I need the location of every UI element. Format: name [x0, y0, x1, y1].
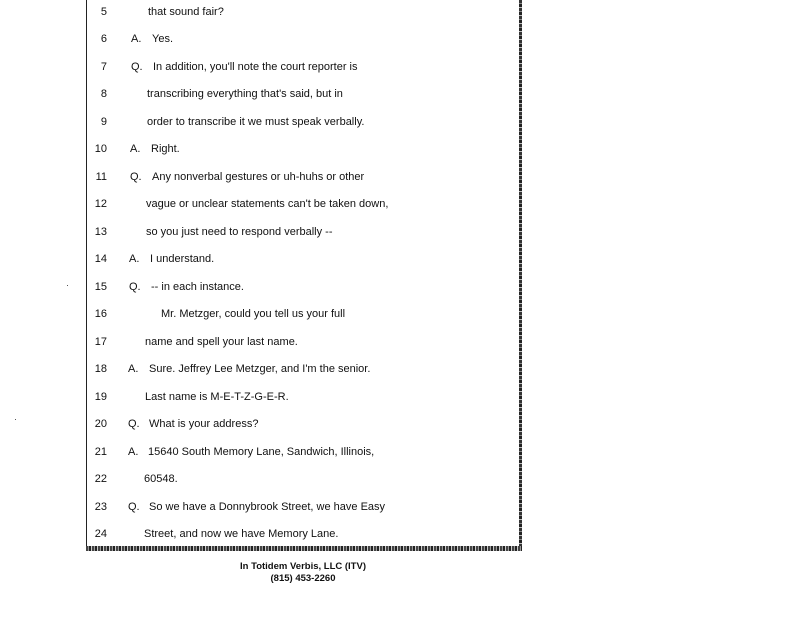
line-number: 7 — [100, 61, 107, 73]
line-text: Sure. Jeffrey Lee Metzger, and I'm the senior. — [149, 363, 371, 375]
transcript-line — [86, 84, 516, 104]
bottom-margin-rule — [86, 546, 522, 551]
speaker-label: A. — [128, 446, 139, 458]
line-text: Street, and now we have Memory Lane. — [144, 528, 339, 540]
transcript-line — [86, 442, 516, 462]
transcript-line — [86, 139, 516, 159]
transcript-page — [86, 0, 522, 551]
transcript-line — [86, 332, 516, 352]
line-number: 8 — [100, 88, 107, 100]
line-text: -- in each instance. — [151, 281, 244, 293]
line-text: So we have a Donnybrook Street, we have Easy — [149, 501, 386, 513]
line-text: Right. — [151, 143, 180, 155]
line-number: 10 — [94, 143, 107, 155]
speaker-label: A. — [129, 253, 140, 265]
line-number: 22 — [94, 473, 107, 485]
right-margin-rule — [519, 0, 522, 551]
line-number: 11 — [95, 171, 107, 183]
transcript-line — [86, 112, 516, 132]
line-text: transcribing everything that's said, but in — [147, 88, 343, 100]
transcript-line — [86, 359, 516, 379]
line-number: 21 — [94, 446, 107, 458]
transcript-line — [86, 2, 516, 22]
speaker-label: Q. — [131, 61, 143, 73]
line-text: name and spell your last name. — [145, 336, 298, 348]
transcript-line — [86, 249, 516, 269]
line-text: order to transcribe it we must speak verbally. — [147, 116, 365, 128]
line-text: 60548. — [144, 473, 178, 485]
speaker-label: Q. — [128, 501, 140, 513]
line-text: What is your address? — [149, 418, 259, 430]
transcript-line — [86, 29, 516, 49]
transcript-line — [86, 469, 516, 489]
line-number: 14 — [94, 253, 107, 265]
line-number: 15 — [94, 281, 107, 293]
line-text: Last name is M-E-T-Z-G-E-R. — [145, 391, 289, 403]
scan-speck — [15, 419, 16, 420]
transcript-line — [86, 497, 516, 517]
line-text: Any nonverbal gestures or uh-huhs or other — [152, 171, 365, 183]
transcript-line — [86, 387, 516, 407]
line-number: 17 — [94, 336, 107, 348]
line-text: In addition, you'll note the court reporter is — [153, 61, 358, 73]
transcript-line — [86, 57, 516, 77]
line-number: 12 — [94, 198, 107, 210]
transcript-line — [86, 222, 516, 242]
footer-company: In Totidem Verbis, LLC (ITV) — [240, 561, 366, 572]
line-number: 18 — [94, 363, 107, 375]
transcript-line — [86, 277, 516, 297]
line-text: so you just need to respond verbally -- — [146, 226, 333, 238]
line-number: 9 — [100, 116, 107, 128]
line-number: 5 — [100, 6, 107, 18]
transcript-line — [86, 304, 516, 324]
speaker-label: A. — [128, 363, 139, 375]
line-number: 16 — [94, 308, 107, 320]
line-number: 23 — [94, 501, 107, 513]
transcript-line — [86, 524, 516, 544]
line-text: I understand. — [150, 253, 215, 265]
line-text: Yes. — [152, 33, 174, 45]
speaker-label: Q. — [130, 171, 142, 183]
transcript-line — [86, 414, 516, 434]
line-number: 20 — [94, 418, 107, 430]
speaker-label: Q. — [129, 281, 141, 293]
footer-phone: (815) 453-2260 — [270, 573, 336, 584]
line-number: 6 — [100, 33, 107, 45]
transcript-line — [86, 194, 516, 214]
scan-speck — [67, 285, 68, 286]
line-number: 24 — [94, 528, 107, 540]
line-text: 15640 South Memory Lane, Sandwich, Illinois, — [148, 446, 375, 458]
line-text: Mr. Metzger, could you tell us your full — [161, 308, 346, 320]
transcript-line — [86, 167, 516, 187]
speaker-label: A. — [131, 33, 142, 45]
line-text: that sound fair? — [148, 6, 224, 18]
line-text: vague or unclear statements can't be taken down, — [146, 198, 389, 210]
line-number: 19 — [94, 391, 107, 403]
line-number: 13 — [94, 226, 107, 238]
speaker-label: A. — [130, 143, 141, 155]
speaker-label: Q. — [128, 418, 140, 430]
